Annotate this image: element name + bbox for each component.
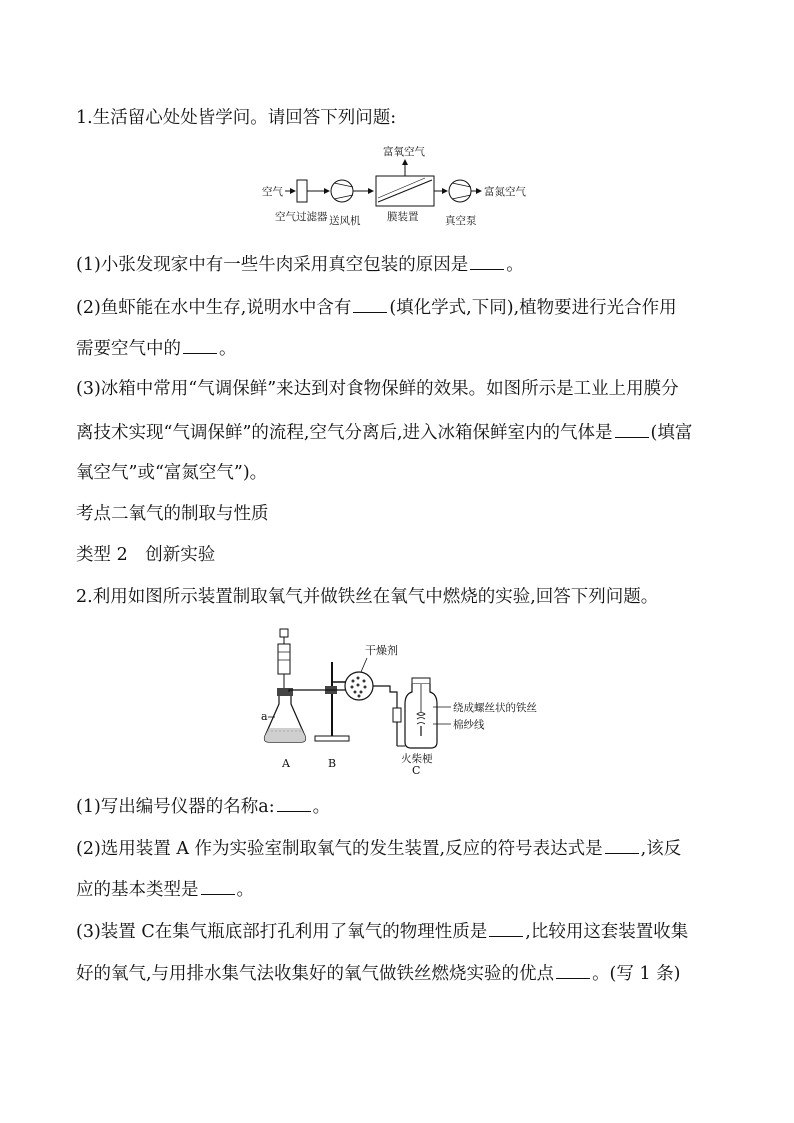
- q2-title: 2.利用如图所示装置制取氧气并做铁丝在氧气中燃烧的实验,回答下列问题。: [76, 587, 659, 607]
- air-filter-box: [297, 180, 307, 202]
- diagram-blower-label: 送风机: [329, 215, 361, 227]
- diagram-pump-label: 真空泵: [445, 215, 477, 227]
- q1-part3-cont: 离技术实现“气调保鲜”的流程,空气分离后,进入冰箱保鲜室内的气体是 (填富: [76, 419, 726, 445]
- label-a: a: [261, 710, 268, 723]
- section-kaodian: 考点二氧气的制取与性质: [76, 504, 269, 524]
- apparatus-C-label: C: [412, 764, 421, 777]
- answer-blank[interactable]: [470, 251, 504, 270]
- cotton-label: 棉纱线: [453, 719, 485, 731]
- answer-blank[interactable]: [615, 419, 649, 438]
- apparatus-A-label: A: [282, 757, 290, 770]
- q1-title: 1.生活留心处处皆学问。请回答下列问题:: [76, 108, 397, 128]
- q1-part2-cont: 需要空气中的 。: [76, 335, 726, 361]
- diagram-oxygen-rich-label: 富氧空气: [383, 146, 425, 158]
- diagram-membrane-label: 膜装置: [387, 211, 419, 223]
- diagram-filter-label: 空气过滤器: [275, 211, 328, 223]
- q2-part2-cont: 应的基本类型是 。: [76, 876, 726, 902]
- answer-blank[interactable]: [605, 835, 639, 854]
- answer-blank[interactable]: [183, 335, 217, 354]
- section-type: 类型 2 创新实验: [76, 545, 216, 565]
- q1-membrane-diagram: [255, 140, 545, 228]
- q1-part3-end: 氧空气”或“富氮空气”)。: [76, 463, 268, 483]
- diagram-air-label: 空气: [262, 186, 283, 198]
- iron-wire-label: 绕成螺丝状的铁丝: [453, 702, 537, 714]
- diagram-nitrogen-rich-label: 富氮空气: [484, 186, 526, 198]
- answer-blank[interactable]: [277, 793, 311, 812]
- q2-part3-cont: 好的氧气,与用排水集气法收集好的氧气做铁丝燃烧实验的优点 。(写 1 条): [76, 960, 726, 986]
- q1-part1: (1)小张发现家中有一些牛肉采用真空包装的原因是 。: [76, 251, 726, 277]
- answer-blank[interactable]: [201, 876, 235, 895]
- apparatus-B-label: B: [328, 757, 337, 770]
- answer-blank[interactable]: [556, 960, 590, 979]
- q1-part3: (3)冰箱中常用“气调保鲜”来达到对食物保鲜的效果。如图所示是工业上用膜分: [76, 379, 679, 399]
- iron-stand-base: [315, 736, 349, 741]
- q2-apparatus-diagram: [255, 624, 565, 777]
- answer-blank[interactable]: [489, 918, 523, 937]
- match-label: 火柴梗: [401, 753, 433, 765]
- syringe-barrel: [278, 644, 290, 674]
- q2-part1: (1)写出编号仪器的名称a: 。: [76, 793, 726, 819]
- answer-blank[interactable]: [353, 294, 387, 313]
- q2-part3: (3)装置 C在集气瓶底部打孔利用了氧气的物理性质是 ,比较用这套装置收集: [76, 918, 726, 944]
- desiccant-label: 干燥剂: [365, 644, 398, 657]
- q1-part2: (2)鱼虾能在水中生存,说明水中含有 (填化学式,下同),植物要进行光合作用: [76, 294, 726, 320]
- q2-part2: (2)选用装置 A 作为实验室制取氧气的发生装置,反应的符号表达式是 ,该反: [76, 835, 726, 861]
